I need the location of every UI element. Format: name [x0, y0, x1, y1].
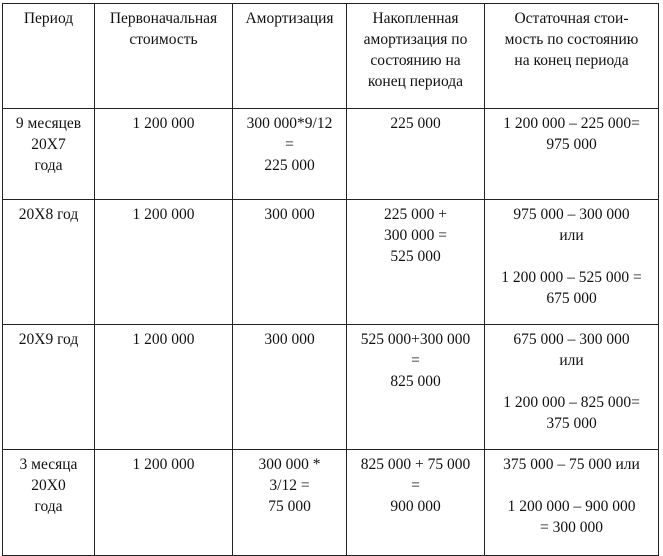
- depreciation-cell: 300 000: [233, 200, 347, 325]
- residual-cell: 375 000 – 75 000 или 1 200 000 – 900 000 = 300 000: [485, 450, 659, 556]
- residual-cell: 975 000 – 300 000 или 1 200 000 – 525 000 = 675 000: [485, 200, 659, 325]
- depreciation-cell: 300 000*9/12 = 225 000: [233, 109, 347, 200]
- table-row: [3, 200, 659, 325]
- accumulated-cell: 225 000 + 300 000 = 525 000: [347, 200, 485, 325]
- header-accumulated: Накопленная амортизация по состоянию на конец периода: [347, 4, 485, 109]
- accumulated-cell: 225 000: [347, 109, 485, 200]
- period-cell: 9 месяцев 20Х7 года: [3, 109, 95, 200]
- header-initial-cost: Первоначальная стоимость: [95, 4, 233, 109]
- accumulated-cell: 525 000+300 000 = 825 000: [347, 325, 485, 450]
- header-residual: Остаточная стои- мость по состоянию на конец периода: [485, 4, 659, 109]
- header-depreciation: Амортизация: [233, 4, 347, 109]
- depreciation-table: [2, 3, 659, 556]
- table-row: [3, 450, 659, 556]
- depreciation-cell: 300 000: [233, 325, 347, 450]
- table-row: [3, 109, 659, 200]
- period-cell: 20Х8 год: [3, 200, 95, 325]
- initial-cost-cell: 1 200 000: [95, 325, 233, 450]
- period-cell: 3 месяца 20Х0 года: [3, 450, 95, 556]
- residual-cell: 1 200 000 – 225 000= 975 000: [485, 109, 659, 200]
- table-row: [3, 325, 659, 450]
- initial-cost-cell: 1 200 000: [95, 450, 233, 556]
- residual-cell: 675 000 – 300 000 или 1 200 000 – 825 000= 375 000: [485, 325, 659, 450]
- depreciation-cell: 300 000 * 3/12 = 75 000: [233, 450, 347, 556]
- header-row: [3, 4, 659, 109]
- period-cell: 20Х9 год: [3, 325, 95, 450]
- initial-cost-cell: 1 200 000: [95, 200, 233, 325]
- initial-cost-cell: 1 200 000: [95, 109, 233, 200]
- header-period: Период: [3, 4, 95, 109]
- accumulated-cell: 825 000 + 75 000 = 900 000: [347, 450, 485, 556]
